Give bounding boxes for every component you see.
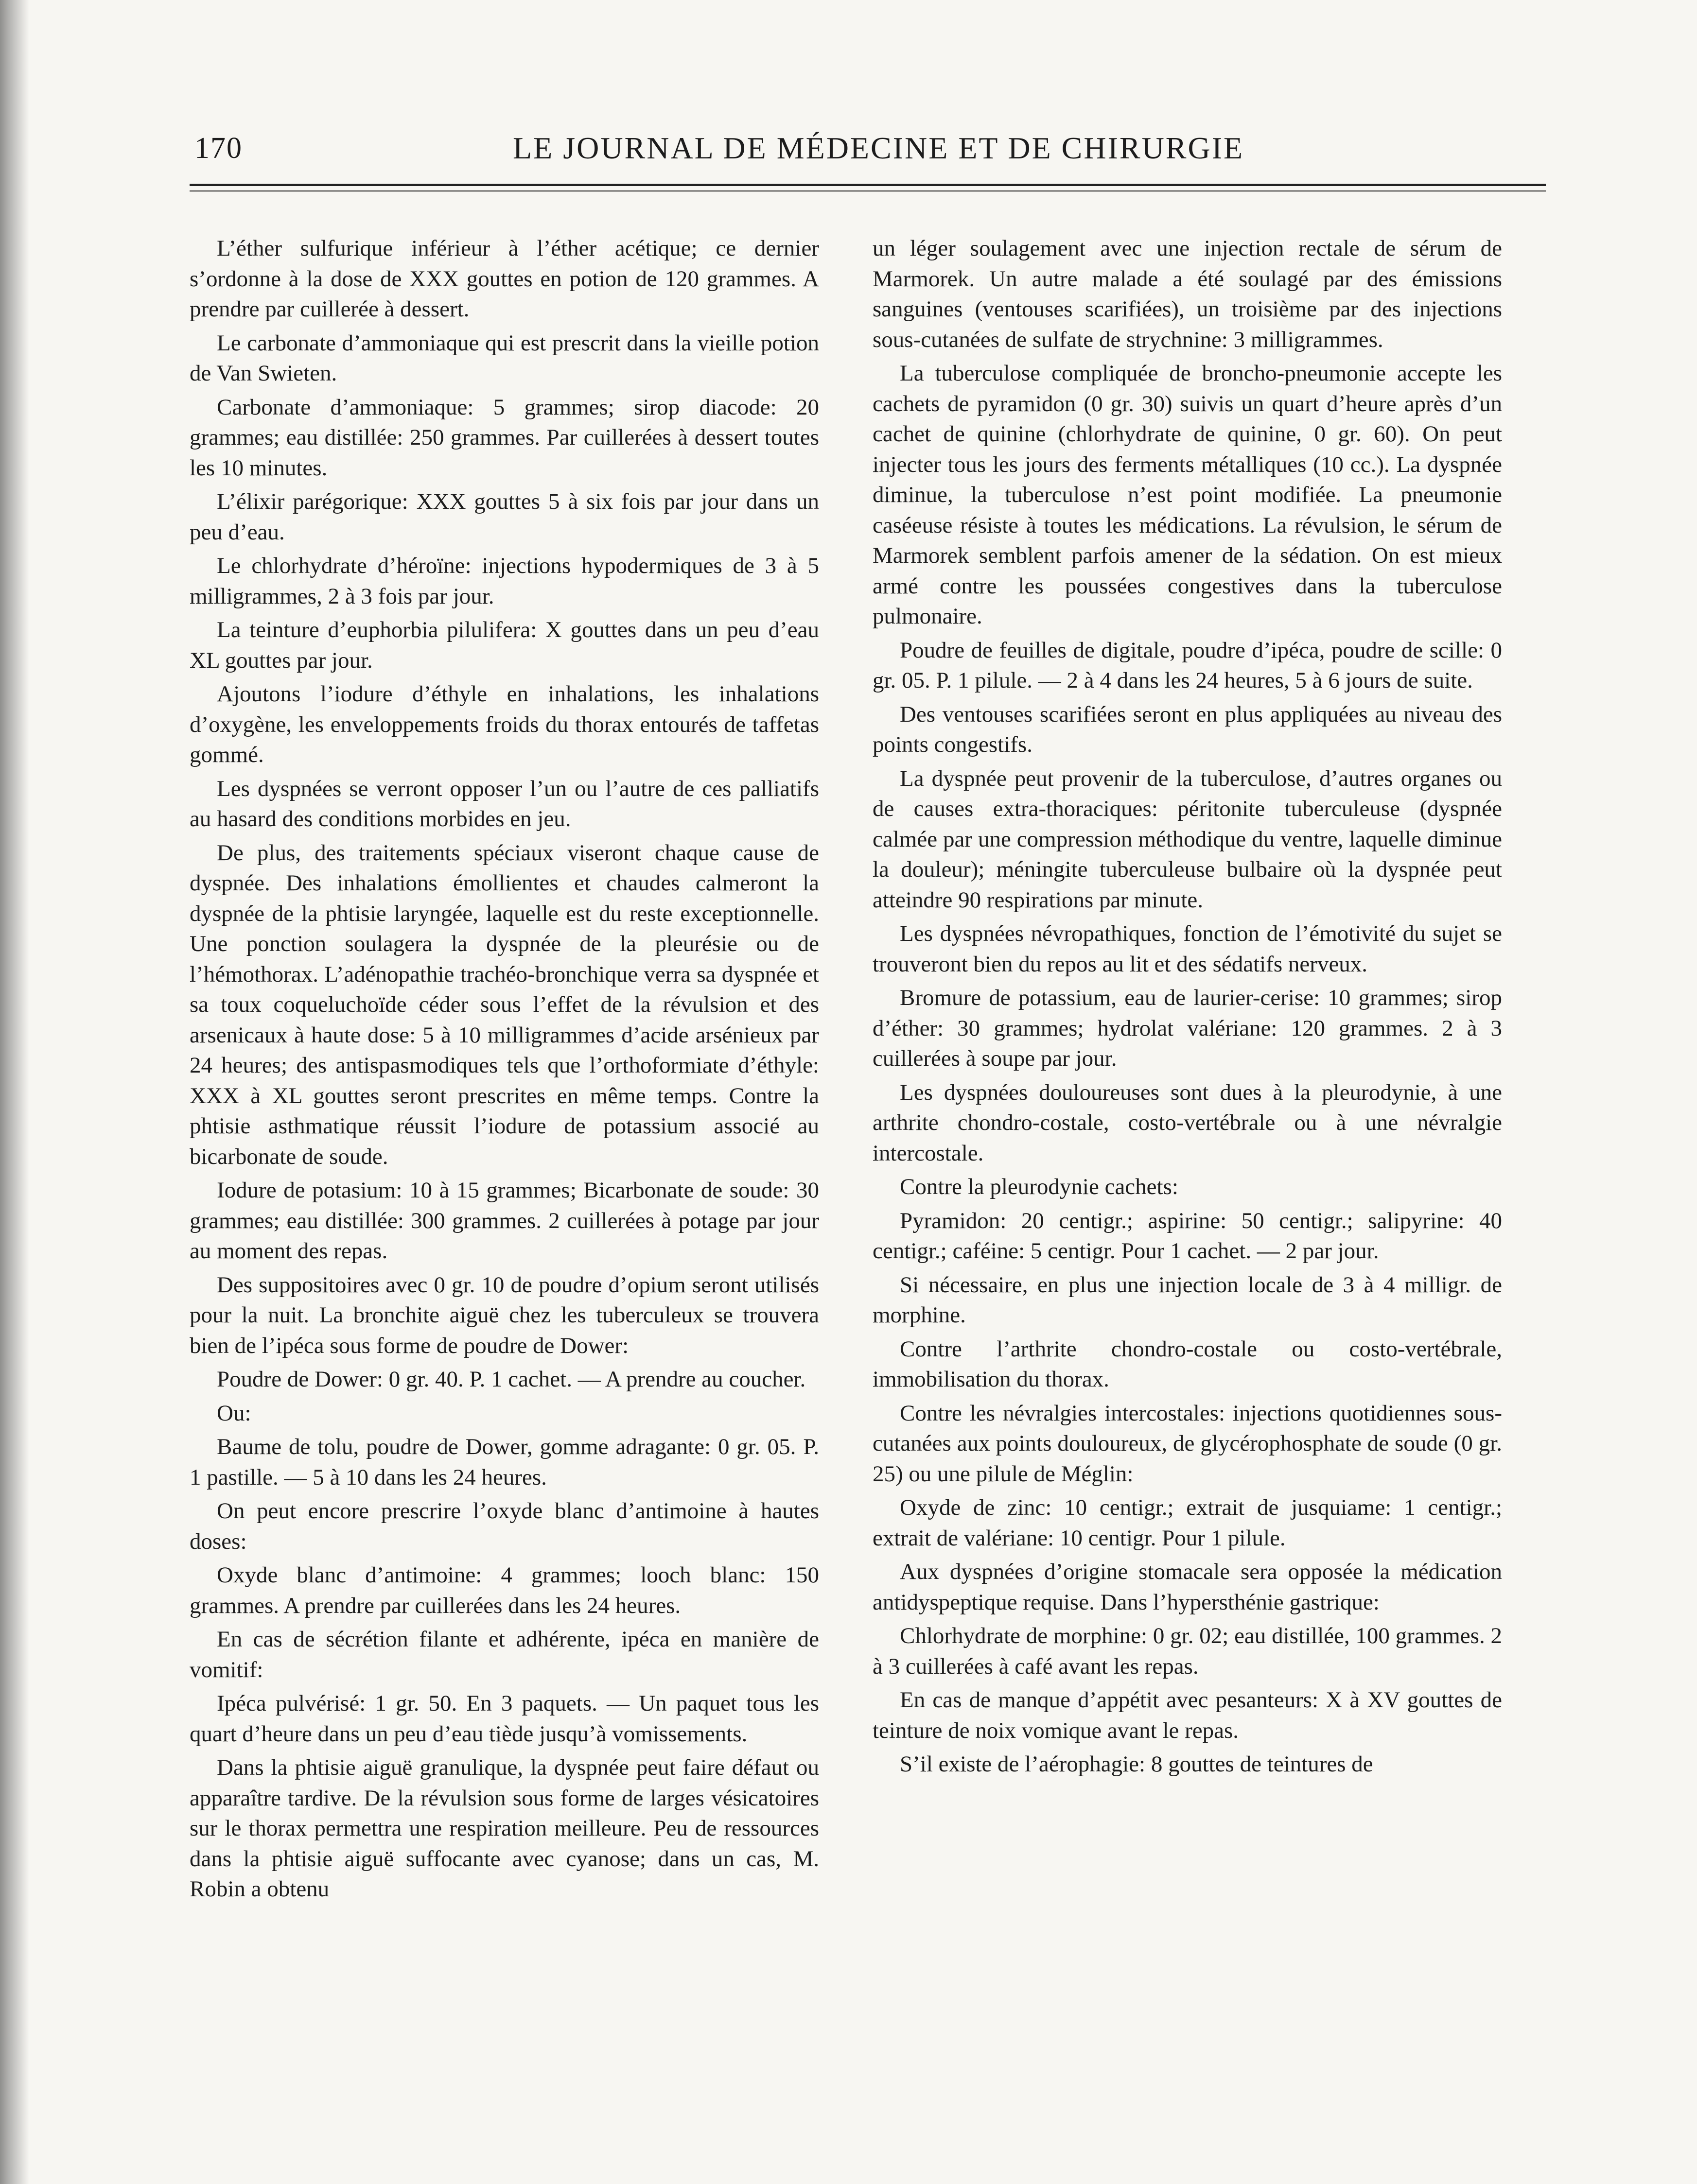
paragraph: L’élixir parégorique: XXX gouttes 5 à six fois par jour dans un peu d’eau. bbox=[190, 489, 819, 545]
paragraph: La tuberculose compliquée de broncho-pneumonie accepte les cachets de pyramidon (0 gr. 30) suivis un quart d’heure après d’un cachet de quinine (chlorhydrate de quinine, 0 gr. 60). On peut injecter tous les jours des ferments métalliques (10 cc.). La dyspnée diminue, la tuberculose n’est point modifiée. La pneumonie caséeuse résiste à toutes les médications. La révulsion, le sérum de Marmorek semblent parfois amener de la sédation. On est mieux armé contre les poussées congestives dans la tuberculose pulmonaire. bbox=[873, 361, 1502, 629]
paragraph: Ajoutons l’iodure d’éthyle en inhalations, les inhalations d’oxygène, les enveloppements froids du thorax entourés de taffetas gommé. bbox=[190, 681, 819, 767]
paragraph: On peut encore prescrire l’oxyde blanc d’antimoine à hautes doses: bbox=[190, 1498, 819, 1554]
left-column bbox=[190, 233, 819, 1908]
paragraph: Aux dyspnées d’origine stomacale sera opposée la médication antidyspeptique requise. Dans l’hypersthénie gastrique: bbox=[873, 1559, 1502, 1615]
paragraph: Les dyspnées névropathiques, fonction de l’émotivité du sujet se trouveront bien du repos au lit et des sédatifs nerveux. bbox=[873, 921, 1502, 977]
paragraph: Bromure de potassium, eau de laurier-cerise: 10 grammes; sirop d’éther: 30 grammes; hydrolat valériane: 120 grammes. 2 à 3 cuillerées à soupe par jour. bbox=[873, 985, 1502, 1071]
page-number: 170 bbox=[194, 132, 243, 165]
paragraph: La dyspnée peut provenir de la tuberculose, d’autres organes ou de causes extra-thoraciques: péritonite tuberculeuse (dyspnée calmée par une compression méthodique du ventre, laquelle diminue la douleur); méningite tuberculeuse bulbaire où la dyspnée peut atteindre 90 respirations par minute. bbox=[873, 765, 1502, 913]
paragraph: Oxyde blanc d’antimoine: 4 grammes; looch blanc: 150 grammes. A prendre par cuillerées dans les 24 heures. bbox=[190, 1562, 819, 1618]
paragraph: Iodure de potasium: 10 à 15 grammes; Bicarbonate de soude: 30 grammes; eau distillée: 300 grammes. 2 cuillerées à potage par jour au moment des repas. bbox=[190, 1178, 819, 1264]
right-column bbox=[873, 233, 1502, 1783]
scan-edge-shadow bbox=[0, 0, 29, 2184]
journal-title: LE JOURNAL DE MÉDECINE ET DE CHIRURGIE bbox=[513, 131, 1244, 165]
paragraph: En cas de sécrétion filante et adhérente, ipéca en manière de vomitif: bbox=[190, 1627, 819, 1682]
paragraph: Chlorhydrate de morphine: 0 gr. 02; eau distillée, 100 grammes. 2 à 3 cuillerées à café avant les repas. bbox=[873, 1623, 1502, 1679]
paragraph: Les dyspnées douloureuses sont dues à la pleurodynie, à une arthrite chondro-costale, costo-vertébrale ou à une névralgie intercostale. bbox=[873, 1079, 1502, 1166]
paragraph: Si nécessaire, en plus une injection locale de 3 à 4 milligr. de morphine. bbox=[873, 1272, 1502, 1328]
paragraph: Ipéca pulvérisé: 1 gr. 50. En 3 paquets. — Un paquet tous les quart d’heure dans un peu d’eau tiède jusqu’à vomissements. bbox=[190, 1691, 819, 1747]
header-rule bbox=[190, 184, 1546, 186]
paragraph: Des ventouses scarifiées seront en plus appliquées au niveau des points congestifs. bbox=[873, 701, 1502, 757]
paragraph: Ou: bbox=[217, 1400, 251, 1426]
paragraph: En cas de manque d’appétit avec pesanteurs: X à XV gouttes de teinture de noix vomique avant le repas. bbox=[873, 1687, 1502, 1743]
paragraph: S’il existe de l’aérophagie: 8 gouttes de teintures de bbox=[900, 1751, 1373, 1777]
paragraph: Carbonate d’ammoniaque: 5 grammes; sirop diacode: 20 grammes; eau distillée: 250 grammes. Par cuillerées à dessert toutes les 10 minutes. bbox=[190, 394, 819, 481]
paragraph: Poudre de Dower: 0 gr. 40. P. 1 cachet. — A prendre au coucher. bbox=[217, 1367, 806, 1392]
page-header bbox=[190, 121, 1546, 175]
paragraph: Dans la phtisie aiguë granulique, la dyspnée peut faire défaut ou apparaître tardive. De la révulsion sous forme de larges vésicatoires sur le thorax permettra une respiration meilleure. Peu de ressources dans la phtisie aiguë suffocante avec cyanose; dans un cas, M. Robin a obtenu bbox=[190, 1755, 819, 1902]
paragraph-continued: un léger soulagement avec une injection rectale de sérum de Marmorek. Un autre malade a été soulagé par des émissions sanguines (ventouses scarifiées), un troisième par des injections sous-cutanées de sulfate de strychnine: 3 milligrammes. bbox=[873, 236, 1502, 352]
paragraph: La teinture d’euphorbia pilulifera: X gouttes dans un peu d’eau XL gouttes par jour. bbox=[190, 617, 819, 673]
paragraph: Contre l’arthrite chondro-costale ou costo-vertébrale, immobilisation du thorax. bbox=[873, 1336, 1502, 1392]
paragraph: Le carbonate d’ammoniaque qui est prescrit dans la vieille potion de Van Swieten. bbox=[190, 330, 819, 386]
paragraph: Des suppositoires avec 0 gr. 10 de poudre d’opium seront utilisés pour la nuit. La bronchite aiguë chez les tuberculeux se trouvera bien de l’ipéca sous forme de poudre de Dower: bbox=[190, 1272, 819, 1358]
paragraph: De plus, des traitements spéciaux viseront chaque cause de dyspnée. Des inhalations émollientes et chaudes calmeront la dyspnée de la phtisie laryngée, laquelle est du reste exceptionnelle. Une ponction soulagera la dyspnée de la pleurésie ou de l’hémothorax. L’adénopathie trachéo-bronchique verra sa dyspnée et sa toux coqueluchoïde céder sous l’effet de la révulsion et des arsenicaux à haute dose: 5 à 10 milligrammes d’acide arsénieux par 24 heures; des antispasmodiques tels que l’orthoformiate d’éthyle: XXX à XL gouttes seront prescrites en même temps. Contre la phtisie asthmatique réussit l’iodure de potassium associé au bicarbonate de soude. bbox=[190, 840, 819, 1169]
paragraph: L’éther sulfurique inférieur à l’éther acétique; ce dernier s’ordonne à la dose de XXX gouttes en potion de 120 grammes. A prendre par cuillerée à dessert. bbox=[190, 236, 819, 322]
paragraph: Baume de tolu, poudre de Dower, gomme adragante: 0 gr. 05. P. 1 pastille. — 5 à 10 dans les 24 heures. bbox=[190, 1434, 819, 1490]
paragraph: Oxyde de zinc: 10 centigr.; extrait de jusquiame: 1 centigr.; extrait de valériane: 10 centigr. Pour 1 pilule. bbox=[873, 1495, 1502, 1551]
paragraph: Contre la pleurodynie cachets: bbox=[900, 1174, 1178, 1199]
paragraph: Les dyspnées se verront opposer l’un ou l’autre de ces palliatifs au hasard des conditions morbides en jeu. bbox=[190, 776, 819, 832]
paragraph: Le chlorhydrate d’héroïne: injections hypodermiques de 3 à 5 milligrammes, 2 à 3 fois par jour. bbox=[190, 553, 819, 609]
paragraph: Poudre de feuilles de digitale, poudre d’ipéca, poudre de scille: 0 gr. 05. P. 1 pilule. — 2 à 4 dans les 24 heures, 5 à 6 jours de suite. bbox=[873, 637, 1502, 693]
paragraph: Contre les névralgies intercostales: injections quotidiennes sous-cutanées aux points douloureux, de glycérophosphate de soude (0 gr. 25) ou une pilule de Méglin: bbox=[873, 1400, 1502, 1487]
paragraph: Pyramidon: 20 centigr.; aspirine: 50 centigr.; salipyrine: 40 centigr.; caféine: 5 centigr. Pour 1 cachet. — 2 par jour. bbox=[873, 1208, 1502, 1264]
